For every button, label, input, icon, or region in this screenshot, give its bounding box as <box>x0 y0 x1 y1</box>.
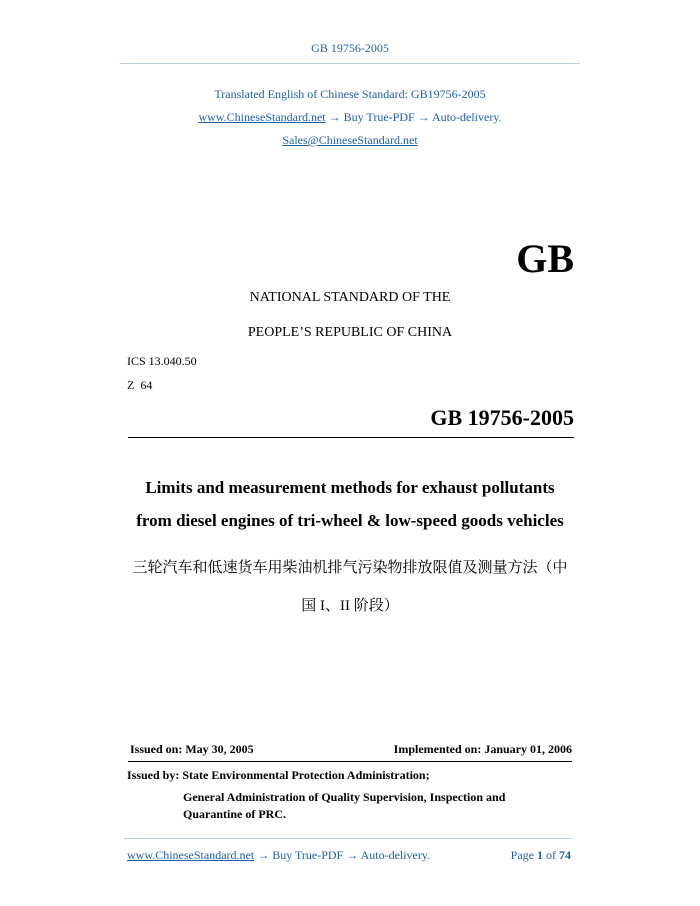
header-divider <box>120 63 580 64</box>
page-total: 74 <box>559 848 571 862</box>
running-header-title: GB 19756-2005 <box>311 41 389 55</box>
national-standard-line2: PEOPLE’S REPUBLIC OF CHINA <box>247 325 453 340</box>
banner-email-link[interactable]: Sales@ChineseStandard.net <box>282 133 418 147</box>
title-cn-line2: 国 I、II 阶段） <box>301 598 399 614</box>
issuer-second-line2: Quarantine of PRC. <box>183 807 286 821</box>
banner-site-suffix: → Buy True-PDF → Auto-delivery. <box>325 110 502 124</box>
title-en-line1: Limits and measurement methods for exhaust pollutants <box>145 478 555 497</box>
translated-note: Translated English of Chinese Standard: GB19756-2005 <box>214 87 486 101</box>
footer-site-line <box>127 848 430 863</box>
footer-divider <box>124 838 572 839</box>
implemented-on-date: Implemented on: January 01, 2006 <box>393 742 572 756</box>
ics-code: ICS 13.040.50 <box>127 354 197 368</box>
banner-email-line <box>0 133 700 148</box>
issuer-second-line1: General Administration of Quality Supervision, Inspection and <box>183 790 506 804</box>
standard-number: GB 19756-2005 <box>430 405 574 430</box>
ccs-code: Z 64 <box>127 378 153 392</box>
dates-rule <box>128 761 572 762</box>
title-en-line2: from diesel engines of tri-wheel & low-speed goods vehicles <box>136 511 564 530</box>
issued-on-date: Issued on: May 30, 2005 <box>130 742 254 756</box>
page-indicator <box>511 848 571 863</box>
footer-site-link[interactable]: www.ChineseStandard.net <box>127 848 255 862</box>
footer-site-suffix: → Buy True-PDF → Auto-delivery. <box>254 848 431 862</box>
banner-site-line <box>0 110 700 125</box>
standard-number-rule <box>128 437 574 438</box>
issued-by: Issued by: State Environmental Protection Administration; <box>127 768 430 782</box>
gb-logo: GB <box>516 236 574 281</box>
page-of: of <box>546 848 556 862</box>
title-cn-line1: 三轮汽车和低速货车用柴油机排气污染物排放限值及测量方法（中 <box>132 560 568 576</box>
page-label: Page <box>510 848 534 862</box>
banner-site-link[interactable]: www.ChineseStandard.net <box>198 110 326 124</box>
page-current: 1 <box>537 848 543 862</box>
national-standard-line1: NATIONAL STANDARD OF THE <box>249 290 451 305</box>
